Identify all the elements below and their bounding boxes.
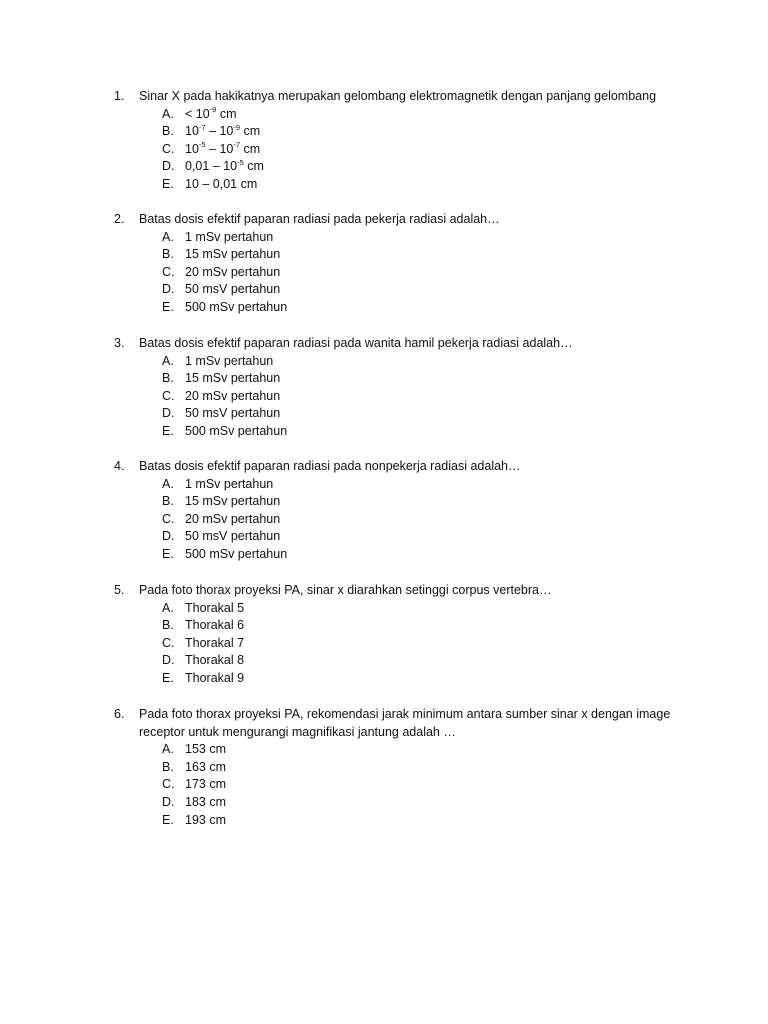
option-list (114, 106, 674, 194)
option-text-part: 15 mSv pertahun (185, 371, 281, 386)
option-text (185, 600, 674, 618)
option-text-part: – 10 (205, 124, 234, 139)
question-stem (114, 211, 674, 229)
answer-option-b (162, 123, 674, 141)
exponent: -9 (209, 104, 217, 114)
option-text-part: 15 mSv pertahun (185, 247, 281, 262)
answer-option-c (162, 776, 674, 794)
exponent: -7 (233, 140, 241, 150)
question-3 (114, 335, 674, 441)
question-1 (114, 88, 674, 194)
exponent: -5 (198, 140, 206, 150)
option-text (185, 617, 674, 635)
option-text-part: 173 cm (185, 777, 226, 792)
option-letter: A. (162, 476, 174, 491)
option-text-part: 163 cm (185, 759, 226, 774)
question-4 (114, 458, 674, 564)
option-text (185, 652, 674, 670)
answer-option-d (162, 158, 674, 176)
option-letter: D. (162, 406, 175, 421)
option-text (185, 493, 674, 511)
option-text-part: cm (240, 124, 261, 139)
exponent: -5 (237, 157, 244, 167)
question-stem (114, 88, 674, 106)
option-text-part: Thorakal 6 (185, 618, 245, 633)
exponent: -9 (233, 122, 241, 132)
answer-option-b (162, 617, 674, 635)
option-text (185, 741, 674, 759)
option-text-part: cm (216, 106, 237, 121)
option-letter: C. (162, 264, 175, 279)
option-letter: A. (162, 742, 174, 757)
option-letter: E. (162, 423, 174, 438)
answer-option-e (162, 423, 674, 441)
option-text (185, 123, 674, 141)
option-text (185, 423, 674, 441)
option-list (114, 741, 674, 829)
option-text (185, 635, 674, 653)
question-text: Batas dosis efektif paparan radiasi pada wanita hamil pekerja radiasi adalah… (139, 336, 573, 350)
option-text-part: 15 mSv pertahun (185, 494, 281, 509)
option-letter: A. (162, 106, 174, 121)
option-letter: C. (162, 141, 175, 156)
option-text-part: Thorakal 7 (185, 635, 245, 650)
option-text-part: 50 msV pertahun (185, 282, 281, 297)
option-letter: D. (162, 794, 175, 809)
answer-option-b (162, 759, 674, 777)
option-text (185, 812, 674, 830)
question-2 (114, 211, 674, 317)
option-text (185, 511, 674, 529)
option-text-part: < 10 (185, 106, 210, 121)
option-letter: B. (162, 247, 174, 262)
answer-option-c (162, 264, 674, 282)
answer-option-a (162, 741, 674, 759)
option-text-part: 500 mSv pertahun (185, 299, 288, 314)
option-list (114, 476, 674, 564)
option-text-part: 183 cm (185, 794, 226, 809)
question-text: Batas dosis efektif paparan radiasi pada nonpekerja radiasi adalah… (139, 459, 521, 473)
answer-option-d (162, 794, 674, 812)
answer-option-b (162, 370, 674, 388)
option-letter: E. (162, 299, 174, 314)
option-text-part: 50 msV pertahun (185, 529, 281, 544)
option-letter: B. (162, 494, 174, 509)
option-letter: B. (162, 371, 174, 386)
option-letter: E. (162, 812, 174, 827)
answer-option-c (162, 635, 674, 653)
option-letter: B. (162, 759, 174, 774)
option-letter: D. (162, 159, 175, 174)
question-text: Pada foto thorax proyeksi PA, sinar x diarahkan setinggi corpus vertebra… (139, 583, 552, 597)
option-text (185, 299, 674, 317)
question-6 (114, 706, 674, 829)
option-text (185, 476, 674, 494)
option-list (114, 353, 674, 441)
question-text: Batas dosis efektif paparan radiasi pada pekerja radiasi adalah… (139, 212, 500, 226)
option-text-part: 1 mSv pertahun (185, 229, 274, 244)
answer-option-c (162, 511, 674, 529)
option-text (185, 176, 674, 194)
option-text (185, 794, 674, 812)
option-text-part: Thorakal 5 (185, 600, 245, 615)
option-text (185, 759, 674, 777)
option-text-part: Thorakal 8 (185, 653, 245, 668)
option-text (185, 106, 674, 124)
answer-option-d (162, 281, 674, 299)
option-text (185, 776, 674, 794)
answer-option-d (162, 652, 674, 670)
option-letter: E. (162, 546, 174, 561)
option-text-part: 50 msV pertahun (185, 406, 281, 421)
option-text-part: cm (240, 141, 261, 156)
option-text-part: 10 (185, 124, 199, 139)
answer-option-e (162, 299, 674, 317)
option-text-part: 153 cm (185, 742, 226, 757)
option-text (185, 670, 674, 688)
option-letter: E. (162, 176, 174, 191)
question-text: Pada foto thorax proyeksi PA, rekomendasi jarak minimum antara sumber sinar x dengan image receptor untuk mengurangi magnifikasi jantung adalah … (139, 707, 671, 739)
question-stem (114, 335, 674, 353)
answer-option-c (162, 141, 674, 159)
answer-option-e (162, 176, 674, 194)
option-letter: C. (162, 388, 175, 403)
option-text-part: Thorakal 9 (185, 670, 245, 685)
question-stem (114, 706, 674, 741)
option-text-part: cm (243, 159, 264, 174)
option-text-part: 20 mSv pertahun (185, 511, 281, 526)
option-text-part: – 10 (205, 141, 234, 156)
answer-option-a (162, 106, 674, 124)
option-text-part: 1 mSv pertahun (185, 353, 274, 368)
option-text-part: 500 mSv pertahun (185, 546, 288, 561)
question-number: 2. (114, 212, 125, 226)
option-text-part: 193 cm (185, 812, 226, 827)
option-letter: D. (162, 653, 175, 668)
option-text (185, 158, 674, 176)
answer-option-d (162, 405, 674, 423)
answer-option-e (162, 812, 674, 830)
answer-option-e (162, 546, 674, 564)
exponent: -7 (198, 122, 206, 132)
option-text (185, 528, 674, 546)
question-text: Sinar X pada hakikatnya merupakan gelombang elektromagnetik dengan panjang gelombang (139, 89, 657, 103)
question-number: 4. (114, 459, 125, 473)
option-text-part: 10 (185, 141, 199, 156)
option-text (185, 353, 674, 371)
option-text (185, 370, 674, 388)
option-text-part: 20 mSv pertahun (185, 264, 281, 279)
question-number: 6. (114, 707, 125, 721)
option-letter: D. (162, 529, 175, 544)
option-letter: A. (162, 353, 174, 368)
option-text-part: 1 mSv pertahun (185, 476, 274, 491)
option-text-part: 500 mSv pertahun (185, 423, 288, 438)
question-stem (114, 458, 674, 476)
answer-option-a (162, 476, 674, 494)
option-letter: C. (162, 635, 175, 650)
option-text (185, 264, 674, 282)
question-stem (114, 582, 674, 600)
option-letter: A. (162, 600, 174, 615)
answer-option-a (162, 353, 674, 371)
option-text (185, 405, 674, 423)
option-list (114, 600, 674, 688)
option-text-part: 10 – 0,01 cm (185, 176, 258, 191)
option-text-part: 20 mSv pertahun (185, 388, 281, 403)
answer-option-d (162, 528, 674, 546)
answer-option-c (162, 388, 674, 406)
answer-option-e (162, 670, 674, 688)
option-text (185, 229, 674, 247)
option-list (114, 229, 674, 317)
answer-option-a (162, 229, 674, 247)
question-number: 1. (114, 89, 125, 103)
answer-option-b (162, 246, 674, 264)
option-text-part: 0,01 – 10 (185, 159, 238, 174)
answer-option-a (162, 600, 674, 618)
option-letter: C. (162, 511, 175, 526)
option-text (185, 546, 674, 564)
question-number: 3. (114, 336, 125, 350)
option-letter: E. (162, 670, 174, 685)
option-text (185, 141, 674, 159)
question-5 (114, 582, 674, 688)
option-letter: C. (162, 777, 175, 792)
option-text (185, 246, 674, 264)
question-number: 5. (114, 583, 125, 597)
option-letter: B. (162, 124, 174, 139)
option-text (185, 388, 674, 406)
answer-option-b (162, 493, 674, 511)
option-letter: A. (162, 229, 174, 244)
option-letter: B. (162, 618, 174, 633)
option-text (185, 281, 674, 299)
option-letter: D. (162, 282, 175, 297)
